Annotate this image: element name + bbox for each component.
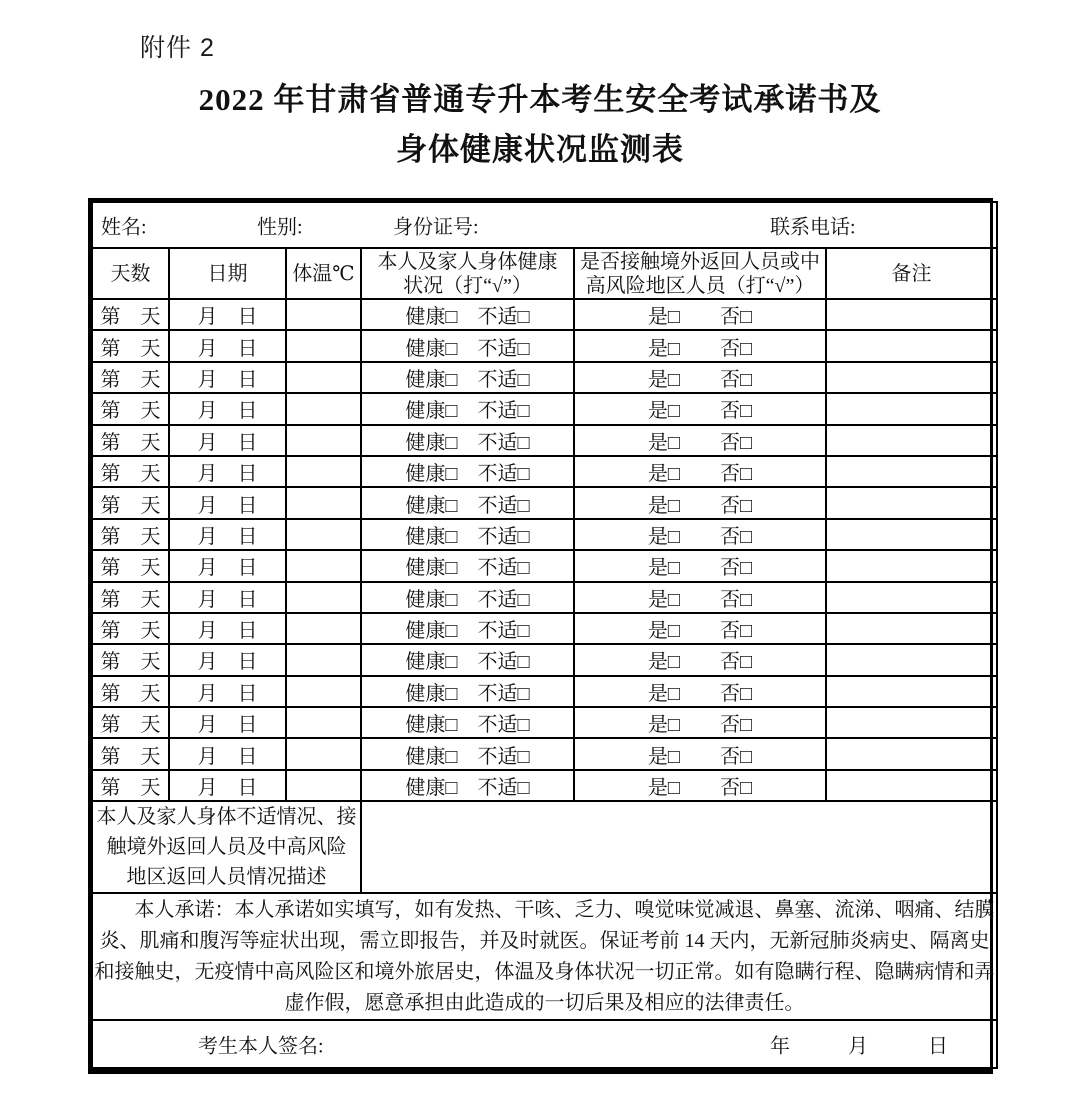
daily-remark-cell [826,487,997,518]
description-label-line3: 地区返回人员情况描述 [126,866,327,889]
daily-health-cell: 健康□ 不适□ [361,330,574,361]
daily-date-cell: 月 日 [169,519,286,550]
daily-date-cell: 月 日 [169,676,286,707]
column-header-row [92,248,997,299]
phone-label: 联系电话: [770,216,856,239]
daily-row [92,299,997,330]
daily-day-cell: 第 天 [92,613,169,644]
daily-day-cell: 第 天 [92,456,169,487]
daily-date-cell: 月 日 [169,550,286,581]
monitoring-table [88,198,993,1074]
daily-health-cell: 健康□ 不适□ [361,738,574,769]
daily-temperature-cell [286,425,361,456]
daily-temperature-cell [286,519,361,550]
description-row [92,801,997,893]
daily-health-cell: 健康□ 不适□ [361,519,574,550]
daily-contact-cell: 是□ 否□ [574,676,826,707]
daily-contact-cell: 是□ 否□ [574,362,826,393]
daily-temperature-cell [286,644,361,675]
daily-day-cell: 第 天 [92,707,169,738]
daily-date-cell: 月 日 [169,425,286,456]
daily-day-cell: 第 天 [92,393,169,424]
header-contact-line1: 是否接触境外返回人员或中 [580,250,820,273]
daily-temperature-cell [286,738,361,769]
daily-health-cell: 健康□ 不适□ [361,550,574,581]
daily-contact-cell: 是□ 否□ [574,582,826,613]
daily-row [92,393,997,424]
signature-row [92,1020,997,1068]
day-label: 日 [928,1035,948,1058]
daily-date-cell: 月 日 [169,362,286,393]
daily-day-cell: 第 天 [92,487,169,518]
daily-row [92,330,997,361]
signature-cell [92,1020,997,1068]
header-date: 日期 [169,248,286,299]
daily-contact-cell: 是□ 否□ [574,487,826,518]
daily-temperature-cell [286,299,361,330]
daily-health-cell: 健康□ 不适□ [361,582,574,613]
daily-row [92,613,997,644]
daily-temperature-cell [286,707,361,738]
description-label-line1: 本人及家人身体不适情况、接 [96,806,357,829]
daily-remark-cell [826,550,997,581]
info-cell [92,202,997,248]
daily-contact-cell: 是□ 否□ [574,770,826,801]
daily-contact-cell: 是□ 否□ [574,425,826,456]
daily-day-cell: 第 天 [92,519,169,550]
daily-temperature-cell [286,362,361,393]
daily-health-cell: 健康□ 不适□ [361,644,574,675]
daily-temperature-cell [286,676,361,707]
daily-health-cell: 健康□ 不适□ [361,487,574,518]
daily-remark-cell [826,582,997,613]
description-value-cell [361,801,997,893]
daily-day-cell: 第 天 [92,676,169,707]
daily-row [92,456,997,487]
daily-temperature-cell [286,393,361,424]
daily-row [92,738,997,769]
daily-remark-cell [826,299,997,330]
daily-remark-cell [826,425,997,456]
daily-temperature-cell [286,770,361,801]
daily-health-cell: 健康□ 不适□ [361,456,574,487]
daily-day-cell: 第 天 [92,299,169,330]
daily-remark-cell [826,330,997,361]
header-remark: 备注 [826,248,997,299]
daily-remark-cell [826,362,997,393]
daily-contact-cell: 是□ 否□ [574,613,826,644]
daily-health-cell: 健康□ 不适□ [361,299,574,330]
daily-contact-cell: 是□ 否□ [574,550,826,581]
daily-contact-cell: 是□ 否□ [574,519,826,550]
daily-row [92,707,997,738]
daily-day-cell: 第 天 [92,550,169,581]
daily-remark-cell [826,770,997,801]
daily-date-cell: 月 日 [169,582,286,613]
daily-date-cell: 月 日 [169,770,286,801]
description-label-line2: 触境外返回人员及中高风险 [106,836,347,859]
attachment-label: 附件 2 [140,34,215,62]
daily-temperature-cell [286,550,361,581]
daily-temperature-cell [286,582,361,613]
daily-day-cell: 第 天 [92,582,169,613]
daily-temperature-cell [286,330,361,361]
daily-contact-cell: 是□ 否□ [574,330,826,361]
daily-day-cell: 第 天 [92,644,169,675]
daily-date-cell: 月 日 [169,644,286,675]
daily-remark-cell [826,676,997,707]
daily-row [92,676,997,707]
description-label-cell [92,801,361,893]
document-title-line1: 2022 年甘肃省普通专升本考生安全考试承诺书及 [198,82,882,117]
daily-remark-cell [826,738,997,769]
daily-day-cell: 第 天 [92,770,169,801]
commitment-row [92,893,997,1020]
daily-contact-cell: 是□ 否□ [574,456,826,487]
daily-health-cell: 健康□ 不适□ [361,676,574,707]
daily-row [92,550,997,581]
daily-temperature-cell [286,456,361,487]
daily-date-cell: 月 日 [169,393,286,424]
daily-contact-cell: 是□ 否□ [574,644,826,675]
info-row [92,202,997,248]
daily-row [92,425,997,456]
daily-date-cell: 月 日 [169,707,286,738]
daily-day-cell: 第 天 [92,738,169,769]
daily-row [92,487,997,518]
daily-day-cell: 第 天 [92,330,169,361]
header-health [361,248,574,299]
daily-remark-cell [826,644,997,675]
daily-date-cell: 月 日 [169,330,286,361]
daily-contact-cell: 是□ 否□ [574,299,826,330]
header-day: 天数 [92,248,169,299]
header-health-line2: 状况（打“√”） [403,274,532,297]
signature-label: 考生本人签名: [198,1035,324,1058]
daily-row [92,644,997,675]
header-health-line1: 本人及家人身体健康 [377,250,558,273]
commitment-text: 本人承诺：本人承诺如实填写，如有发热、干咳、乏力、嗅觉味觉减退、鼻塞、流涕、咽痛、结膜炎、肌痛和腹泻等症状出现，需立即报告，并及时就医。保证考前 14 天内，无新冠肺炎病史、隔离史和接触史，无疫情中高风险区和境外旅居史，体温及身体状况一切正常。如有隐瞒行程、隐瞒病情和弄虚作假，愿意承担由此造成的一切后果及相应的法律责任。 [92,893,997,1020]
daily-remark-cell [826,393,997,424]
daily-day-cell: 第 天 [92,362,169,393]
daily-temperature-cell [286,613,361,644]
gender-label: 性别: [257,216,303,239]
document-title-line2: 身体健康状况监测表 [396,132,684,167]
header-temperature: 体温℃ [286,248,361,299]
month-label: 月 [848,1035,868,1058]
daily-remark-cell [826,707,997,738]
daily-remark-cell [826,519,997,550]
daily-day-cell: 第 天 [92,425,169,456]
header-contact-line2: 高风险地区人员（打“√”） [585,274,815,297]
daily-health-cell: 健康□ 不适□ [361,613,574,644]
year-label: 年 [770,1035,790,1058]
daily-row [92,770,997,801]
daily-health-cell: 健康□ 不适□ [361,707,574,738]
daily-temperature-cell [286,487,361,518]
daily-date-cell: 月 日 [169,487,286,518]
daily-row [92,519,997,550]
id-number-label: 身份证号: [393,216,479,239]
daily-date-cell: 月 日 [169,299,286,330]
daily-date-cell: 月 日 [169,456,286,487]
header-contact [574,248,826,299]
name-label: 姓名: [101,216,147,239]
daily-row [92,582,997,613]
daily-health-cell: 健康□ 不适□ [361,425,574,456]
daily-row [92,362,997,393]
daily-contact-cell: 是□ 否□ [574,707,826,738]
daily-health-cell: 健康□ 不适□ [361,362,574,393]
daily-date-cell: 月 日 [169,738,286,769]
daily-remark-cell [826,456,997,487]
daily-date-cell: 月 日 [169,613,286,644]
daily-remark-cell [826,613,997,644]
daily-contact-cell: 是□ 否□ [574,738,826,769]
daily-contact-cell: 是□ 否□ [574,393,826,424]
daily-health-cell: 健康□ 不适□ [361,770,574,801]
daily-health-cell: 健康□ 不适□ [361,393,574,424]
